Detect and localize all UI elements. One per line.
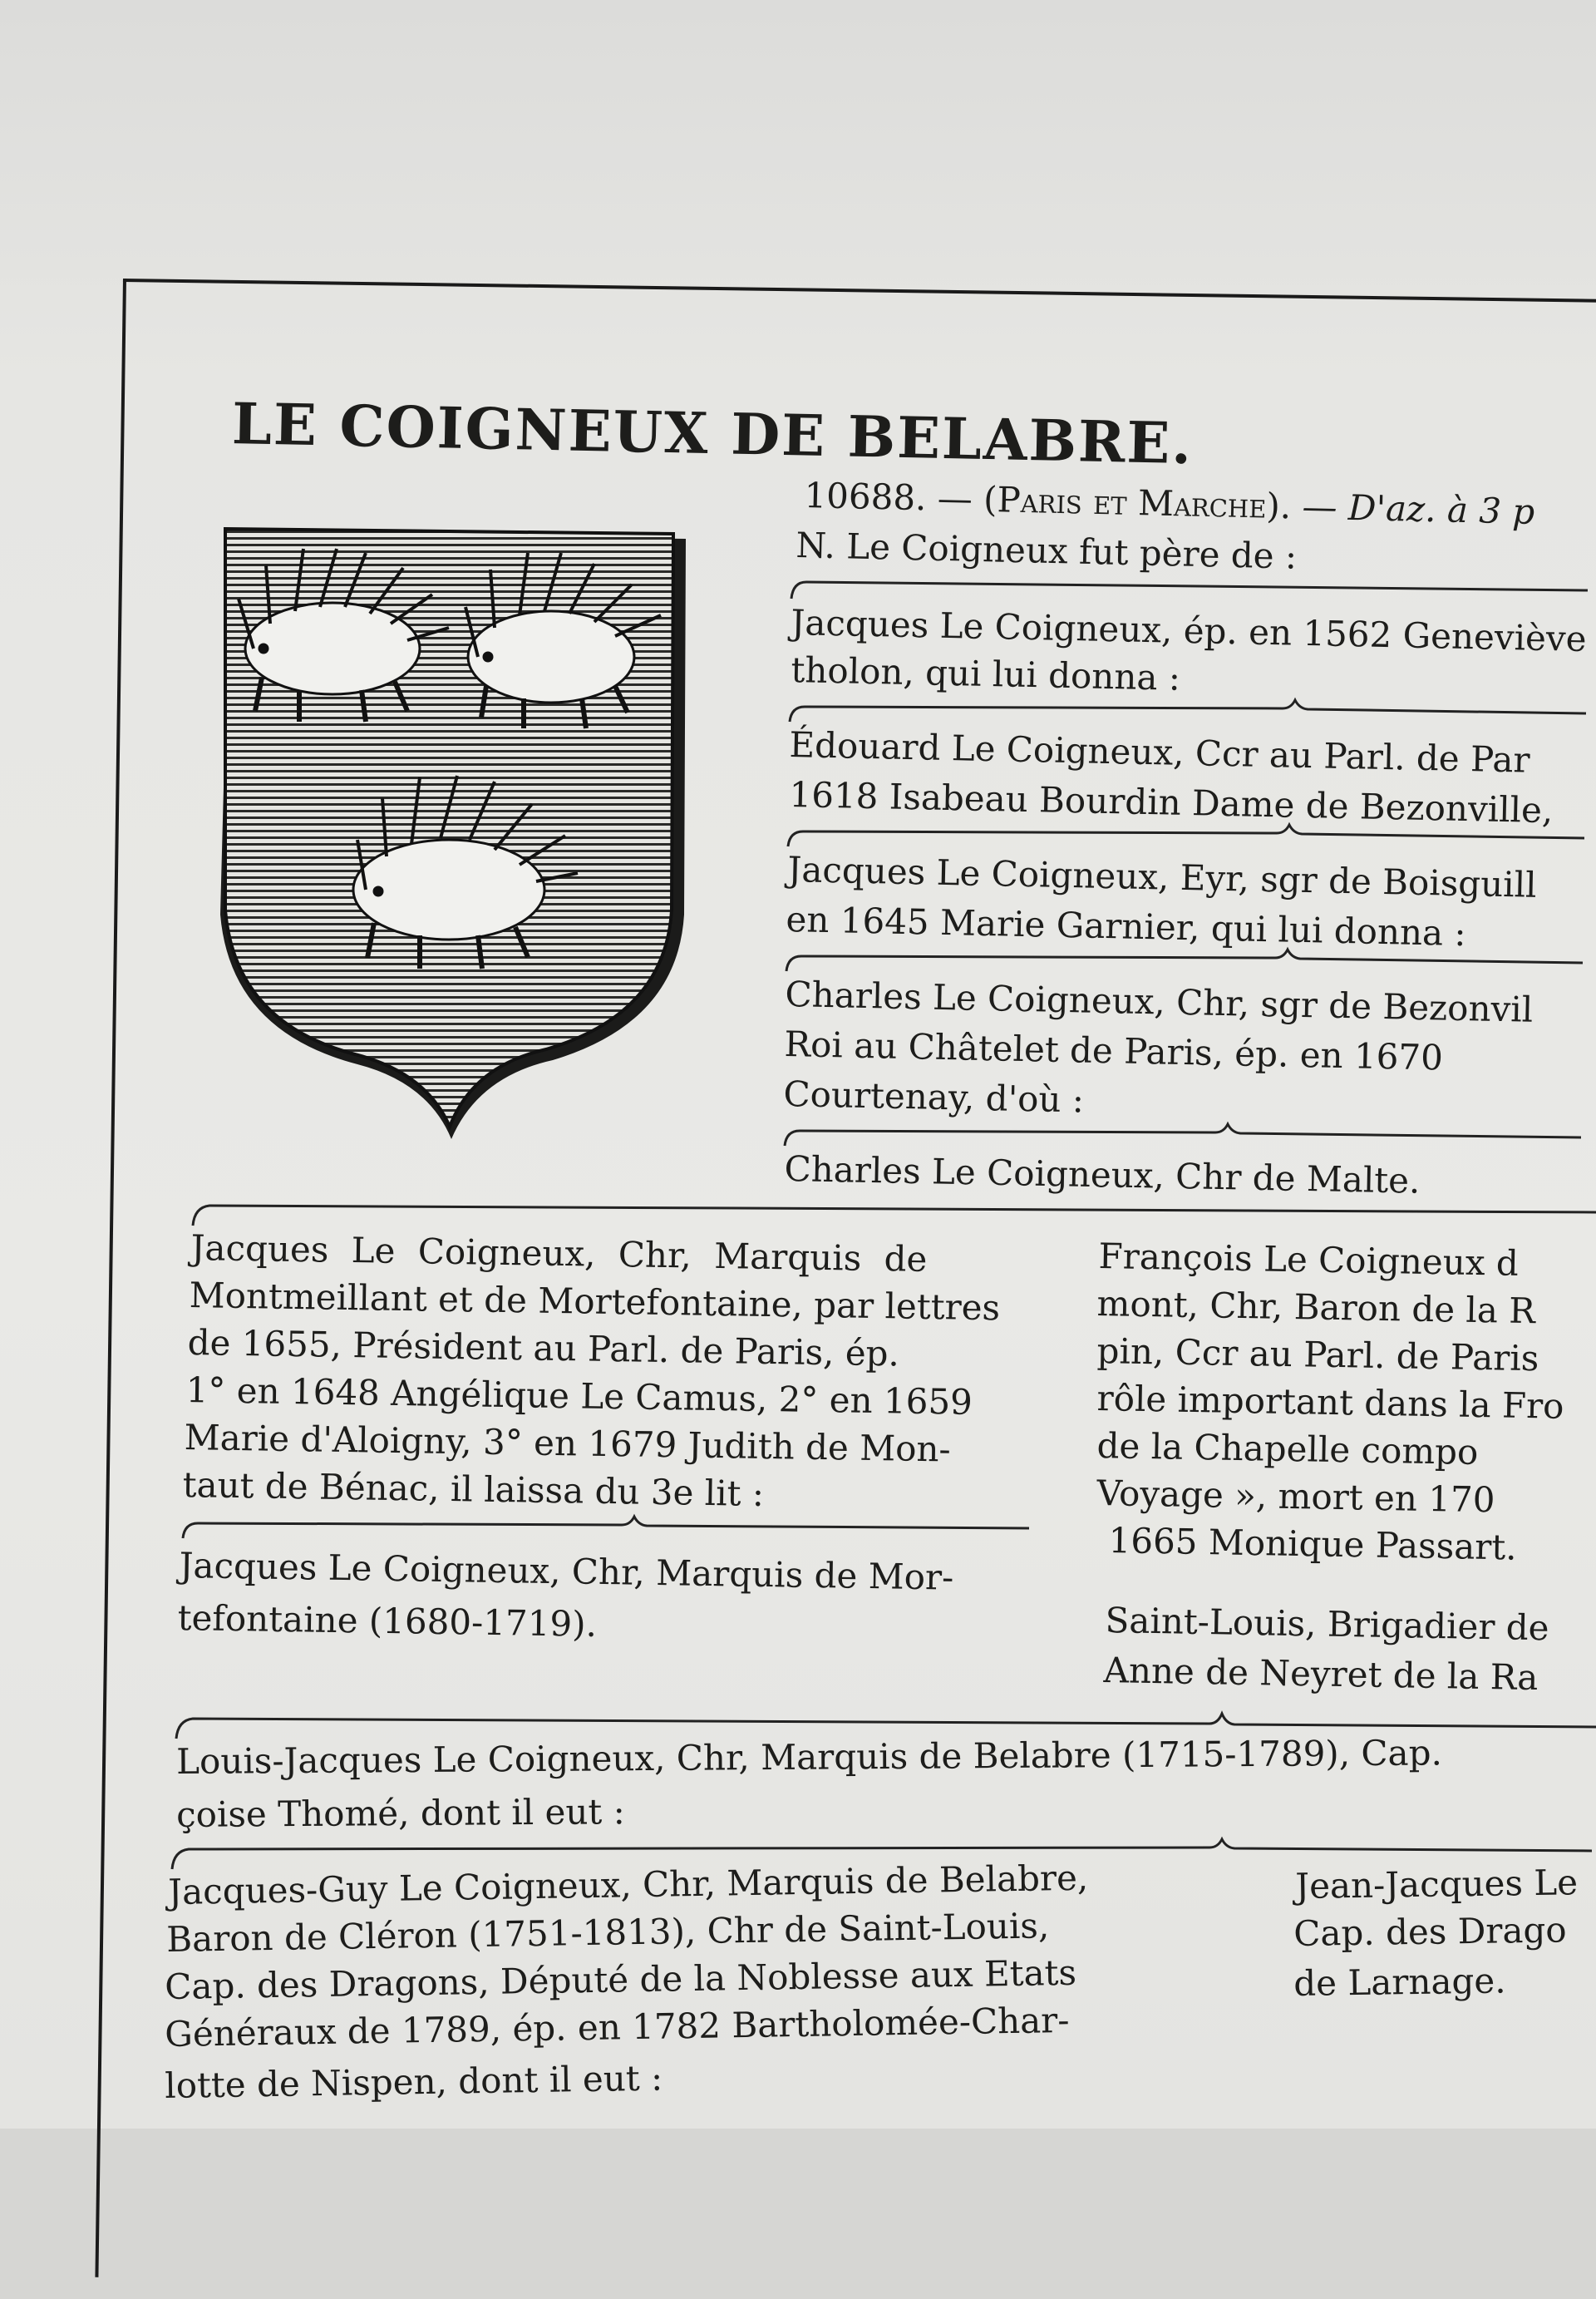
entry-intro: N. Le Coigneux fut père de : — [795, 525, 1298, 577]
genealogy-line: Baron de Cléron (1751-1813), Chr de Saint-Louis, — [165, 1905, 1050, 1960]
entry-region: (Paris et Marche). — [983, 478, 1292, 527]
genealogy-line: Jacques-Guy Le Coigneux, Chr, Marquis de Belabre, — [167, 1857, 1089, 1912]
genealogy-line: Jean-Jacques Le — [1294, 1862, 1579, 1907]
genealogy-line: Louis-Jacques Le Coigneux, Chr, Marquis de Belabre (1715-1789), Cap. — [175, 1732, 1443, 1782]
genealogy-brace — [181, 1515, 1037, 1548]
genealogy-line: Montmeillant et de Mortefontaine, par lettres — [189, 1275, 1001, 1329]
genealogy-line: mont, Chr, Baron de la R — [1096, 1283, 1536, 1332]
genealogy-line: Cap. des Dragons, Député de la Noblesse aux Etats — [164, 1951, 1077, 2007]
genealogy-brace — [790, 574, 1596, 607]
genealogy-line: Cap. des Drago — [1293, 1909, 1567, 1954]
genealogy-line: 1° en 1648 Angélique Le Camus, 2° en 1659 — [185, 1369, 973, 1423]
genealogy-line: Charles Le Coigneux, Chr, sgr de Bezonvil — [785, 974, 1534, 1030]
genealogy-line: en 1645 Marie Garnier, qui lui donna : — [786, 899, 1467, 955]
genealogy-line: Jacques Le Coigneux, ép. en 1562 Geneviève — [791, 602, 1587, 660]
genealogy-line: Jacques Le Coigneux, Chr, Marquis de — [190, 1227, 928, 1280]
heraldic-shield-three-porcupines-icon — [204, 524, 707, 1147]
genealogy-line: 1618 Isabeau Bourdin Dame de Bezonville, — [789, 774, 1554, 831]
page-title: LE COIGNEUX DE BELABRE. — [231, 391, 1194, 478]
genealogy-line: rôle important dans la Fro — [1096, 1378, 1564, 1427]
genealogy-line: Charles Le Coigneux, Chr de Malte. — [784, 1148, 1421, 1201]
genealogy-line: çoise Thomé, dont il eut : — [175, 1791, 625, 1835]
genealogy-line: Édouard Le Coigneux, Ccr au Parl. de Par — [789, 724, 1531, 781]
genealogy-line: Roi au Châtelet de Paris, ép. en 1670 — [784, 1024, 1444, 1078]
genealogy-line: tefontaine (1680-1719). — [177, 1597, 598, 1645]
genealogy-line: Jacques Le Coigneux, Eyr, sgr de Boisguill — [787, 849, 1538, 905]
entry-number: 10688. — — [803, 475, 973, 520]
genealogy-line: Jacques Le Coigneux, Chr, Marquis de Mor- — [179, 1545, 954, 1598]
entry-blazon: — D'az. à 3 p — [1301, 486, 1535, 532]
genealogy-line: Courtenay, d'où : — [783, 1073, 1085, 1121]
genealogy-line: de Larnage. — [1293, 1960, 1506, 2004]
genealogy-line: 1665 Monique Passart. — [1108, 1520, 1518, 1568]
genealogy-line: Marie d'Aloigny, 3° en 1679 Judith de Mon- — [184, 1417, 952, 1470]
genealogy-line: de la Chapelle compo — [1096, 1425, 1479, 1473]
genealogy-line: Voyage », mort en 170 — [1096, 1473, 1495, 1521]
genealogy-line: tholon, qui lui donna : — [791, 649, 1181, 698]
genealogy-line: pin, Ccr au Parl. de Paris — [1096, 1330, 1539, 1379]
genealogy-line: Anne de Neyret de la Ra — [1103, 1650, 1539, 1699]
genealogy-line: Généraux de 1789, ép. en 1782 Bartholomée-Char- — [164, 1999, 1070, 2055]
genealogy-line: lotte de Nispen, dont il eut : — [164, 2057, 663, 2106]
genealogy-line: François Le Coigneux d — [1098, 1236, 1520, 1284]
genealogy-line: taut de Bénac, il laissa du 3e lit : — [182, 1464, 765, 1514]
genealogy-line: de 1655, Président au Parl. de Paris, ép. — [187, 1322, 900, 1374]
genealogy-line: Saint-Louis, Brigadier de — [1105, 1600, 1549, 1649]
